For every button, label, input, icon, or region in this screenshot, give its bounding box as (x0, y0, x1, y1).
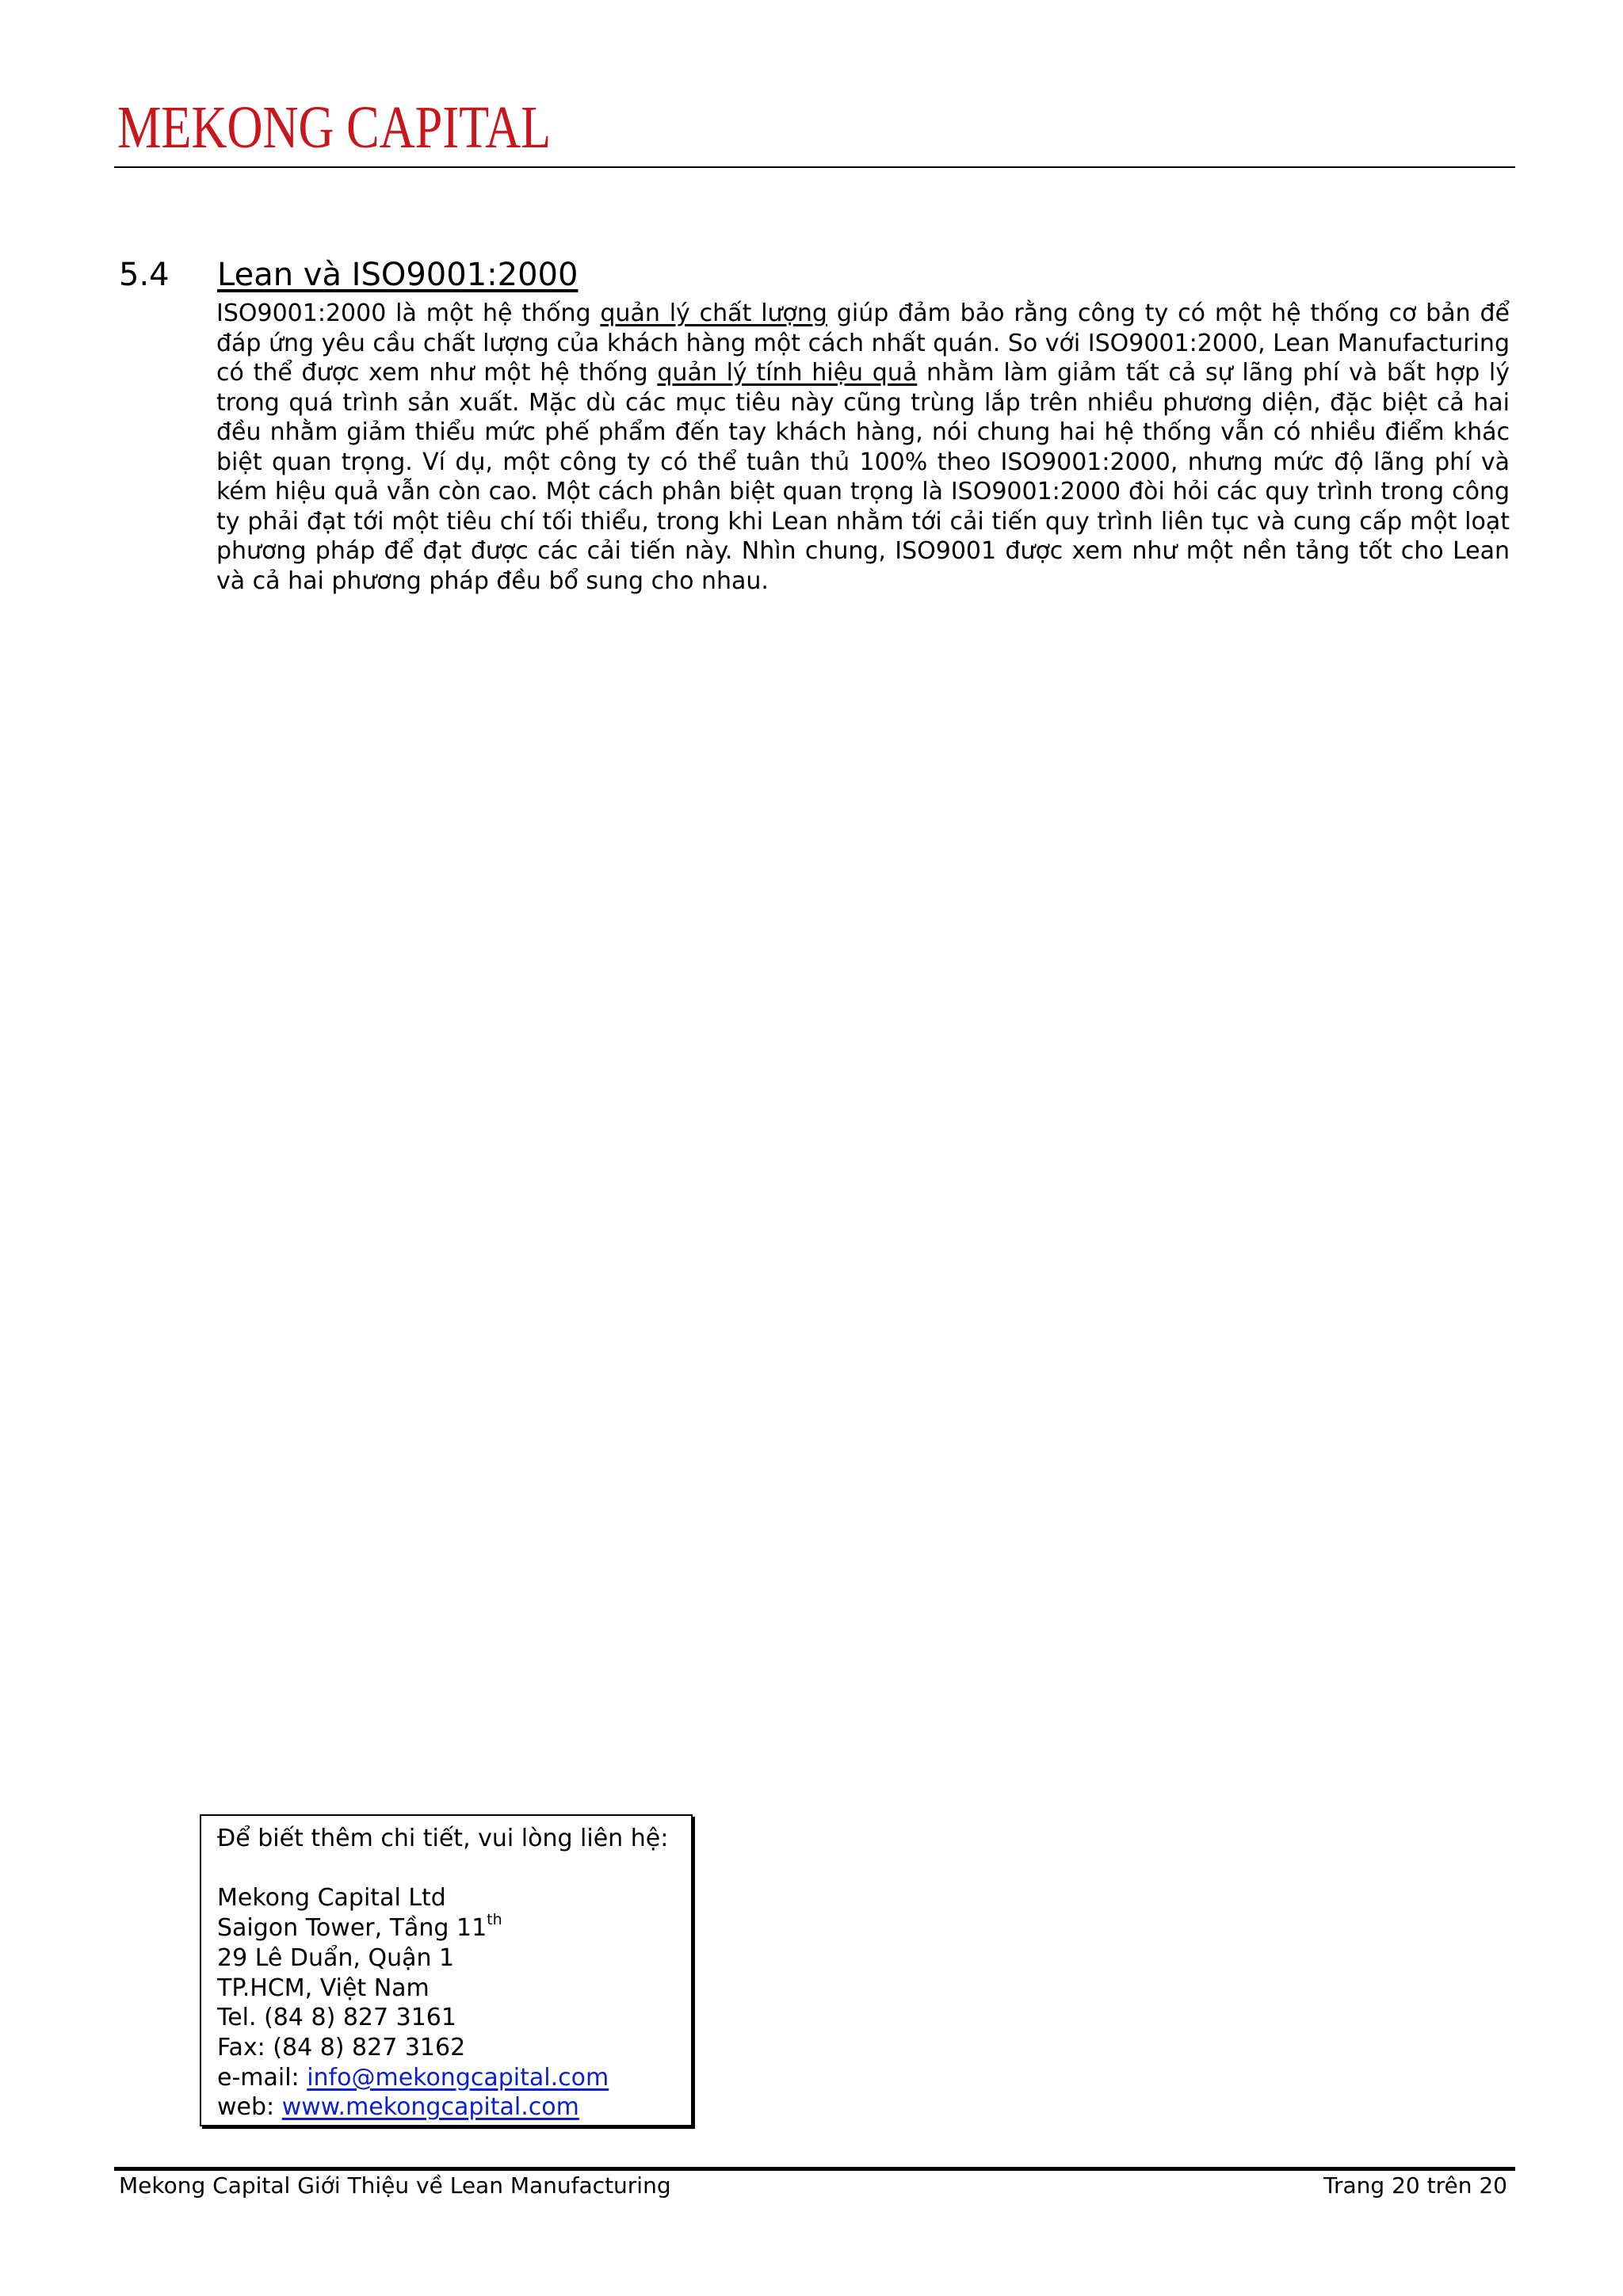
header-divider (114, 166, 1515, 168)
contact-building (217, 1913, 691, 1943)
footer-page-number: Trang 20 trên 20 (1323, 2172, 1507, 2199)
section-number: 5.4 (119, 257, 170, 293)
body-paragraph (216, 299, 1510, 596)
contact-tel: Tel. (84 8) 827 3161 (217, 2004, 456, 2032)
contact-spacer (217, 1854, 691, 1884)
footer-document-title: Mekong Capital Giới Thiệu về Lean Manufacturing (119, 2172, 671, 2199)
quality-management-term: quản lý chất lượng (600, 299, 827, 327)
body-text-segment: nhằm làm giảm tất cả sự lãng phí và bất hợp lý trong quá trình sản xuất. Mặc dù các mục tiêu này cũng trùng lắp trên nhiều phương diện, đặc biệt cả hai đều nhằm giảm thiểu mức phế phẩm đến tay khách hàng, nói chung hai hệ thống vẫn có nhiều điểm khác biệt quan trọng. Ví dụ, một công ty có thể tuân thủ 100% theo ISO9001:2000, nhưng mức độ lãng phí và kém hiệu quả vẫn còn cao. Một cách phân biệt quan trọng là ISO9001:2000 đòi hỏi các quy trình trong công ty phải đạt tới một tiêu chí tối thiểu, trong khi Lean nhằm tới cải tiến quy trình liên tục và cung cấp một loạt phương pháp để đạt được các cải tiến này. Nhìn chung, ISO9001 được xem như một nền tảng tốt cho Lean và cả hai phương pháp đều bổ sung cho nhau. (216, 359, 1510, 595)
section-heading (119, 257, 578, 293)
contact-city: TP.HCM, Việt Nam (217, 1974, 430, 2002)
contact-intro: Để biết thêm chi tiết, vui lòng liên hệ: (217, 1825, 669, 1852)
website-link[interactable]: www.mekongcapital.com (281, 2093, 579, 2122)
email-link[interactable]: info@mekongcapital.com (307, 2063, 609, 2092)
contact-web-label: web: (217, 2093, 282, 2122)
section-title: Lean và ISO9001:2000 (217, 257, 579, 293)
contact-street: 29 Lê Duẩn, Quận 1 (217, 1943, 455, 1972)
contact-box (200, 1814, 693, 2126)
footer-divider (114, 2167, 1515, 2171)
mekong-capital-logo: MEKONG CAPITAL (117, 94, 552, 161)
contact-web-row (217, 2092, 691, 2122)
contact-fax: Fax: (84 8) 827 3162 (217, 2033, 466, 2061)
body-text-segment: ISO9001:2000 là một hệ thống (216, 299, 601, 327)
contact-building-superscript: th (487, 1911, 502, 1929)
contact-email-label: e-mail: (217, 2063, 307, 2092)
efficiency-management-term: quản lý tính hiệu quả (657, 359, 918, 387)
contact-building-text: Saigon Tower, Tầng 11 (217, 1914, 487, 1943)
contact-email-row (217, 2063, 691, 2093)
contact-company: Mekong Capital Ltd (217, 1884, 446, 1913)
body-text-segment: giúp đảm bảo rằng công ty có một hệ thống cơ bản để đáp ứng yêu cầu chất lượng của khách hàng một cách nhất quán. So với ISO9001:2000, Lean Manufacturing có thể được xem như một hệ thống (216, 299, 1510, 387)
